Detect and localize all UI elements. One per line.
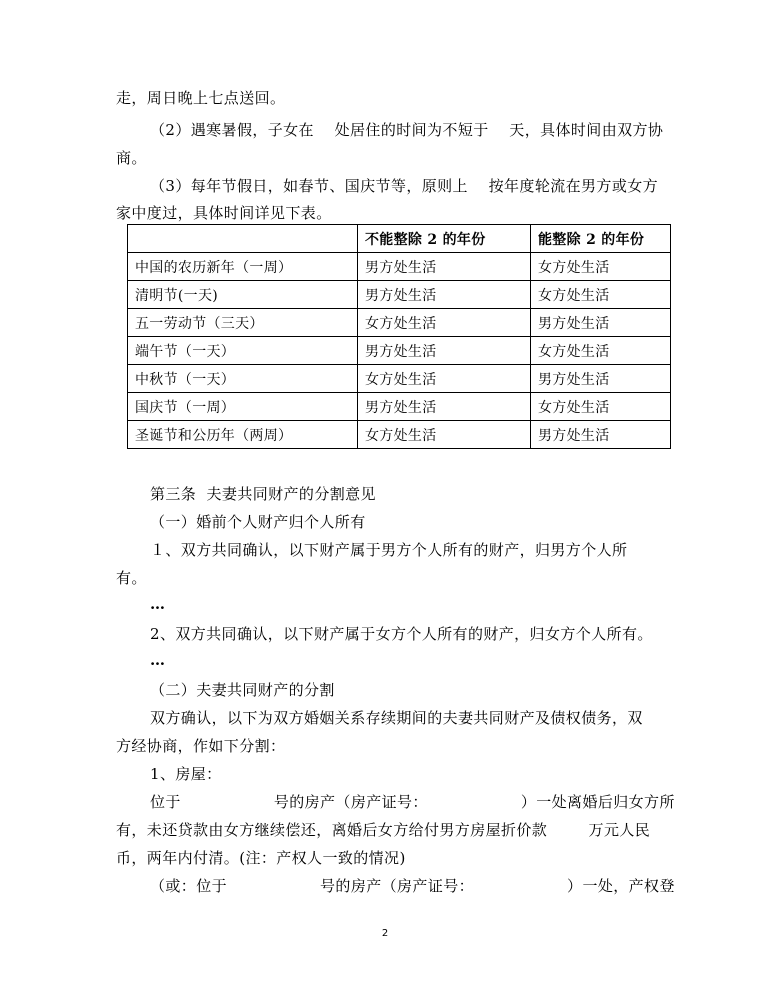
- table-row: [128, 393, 671, 421]
- paragraph-line: 有，未还贷款由女方继续偿还，离婚后女方给付男方房屋折价款 万元人民: [116, 821, 651, 839]
- ellipsis: …: [150, 595, 165, 613]
- section-title: （一）婚前个人财产归个人所有: [150, 513, 366, 531]
- odd-year-cell: 女方处生活: [358, 309, 531, 337]
- odd-year-cell: 女方处生活: [358, 421, 531, 449]
- table-row: [128, 365, 671, 393]
- paragraph-line: 币，两年内付清。(注：产权人一致的情况): [116, 849, 406, 867]
- odd-year-cell: 男方处生活: [358, 337, 531, 365]
- ellipsis: …: [150, 651, 165, 669]
- holiday-schedule-table: [127, 224, 671, 449]
- table-row: [128, 253, 671, 281]
- even-year-cell: 女方处生活: [531, 253, 671, 281]
- even-year-cell: 男方处生活: [531, 421, 671, 449]
- paragraph-line: （或：位于 号的房产（房产证号： ）一处，产权登: [150, 877, 675, 895]
- table-row: [128, 281, 671, 309]
- even-year-cell: 男方处生活: [531, 365, 671, 393]
- section-title: （二）夫妻共同财产的分割: [150, 681, 335, 699]
- table-header-cell: 能整除 2 的年份: [531, 225, 671, 253]
- table-row: [128, 337, 671, 365]
- odd-year-cell: 男方处生活: [358, 281, 531, 309]
- table-header-cell: [128, 225, 358, 253]
- paragraph-line: （3）每年节假日，如春节、国庆节等，原则上 按年度轮流在男方或女方: [150, 177, 659, 195]
- even-year-cell: 女方处生活: [531, 281, 671, 309]
- odd-year-cell: 女方处生活: [358, 365, 531, 393]
- even-year-cell: 男方处生活: [531, 309, 671, 337]
- even-year-cell: 女方处生活: [531, 393, 671, 421]
- paragraph-line: 方经协商，作如下分割：: [116, 737, 286, 755]
- table-row: [128, 421, 671, 449]
- subsection-title: 1、房屋：: [150, 765, 222, 783]
- table-header-cell: 不能整除 2 的年份: [358, 225, 531, 253]
- table-row: [128, 309, 671, 337]
- paragraph-line: （2）遇寒暑假，子女在 处居住的时间为不短于 天，具体时间由双方协: [150, 121, 664, 139]
- holiday-name-cell: 国庆节（一周）: [128, 393, 358, 421]
- paragraph-line: 2、双方共同确认，以下财产属于女方个人所有的财产，归女方个人所有。: [150, 625, 653, 643]
- holiday-name-cell: 五一劳动节（三天）: [128, 309, 358, 337]
- page-number: 2: [381, 928, 389, 939]
- paragraph-line: 商。: [116, 149, 147, 167]
- holiday-name-cell: 中秋节（一天）: [128, 365, 358, 393]
- paragraph-line: 家中度过，具体时间详见下表。: [116, 204, 332, 222]
- holiday-name-cell: 中国的农历新年（一周）: [128, 253, 358, 281]
- paragraph-line: 双方确认，以下为双方婚姻关系存续期间的夫妻共同财产及债权债务，双: [150, 709, 643, 727]
- paragraph-line: 位于 号的房产（房产证号： ）一处离婚后归女方所: [150, 793, 675, 811]
- article-title: 第三条 夫妻共同财产的分割意见: [150, 485, 376, 503]
- holiday-name-cell: 端午节（一天）: [128, 337, 358, 365]
- table-header-row: [128, 225, 671, 253]
- holiday-name-cell: 圣诞节和公历年（两周）: [128, 421, 358, 449]
- paragraph-line: 有。: [116, 569, 147, 587]
- paragraph-line: 走，周日晚上七点送回。: [116, 89, 286, 107]
- paragraph-line: １、双方共同确认，以下财产属于男方个人所有的财产，归男方个人所: [150, 541, 628, 559]
- odd-year-cell: 男方处生活: [358, 393, 531, 421]
- odd-year-cell: 男方处生活: [358, 253, 531, 281]
- holiday-name-cell: 清明节(一天): [128, 281, 358, 309]
- even-year-cell: 女方处生活: [531, 337, 671, 365]
